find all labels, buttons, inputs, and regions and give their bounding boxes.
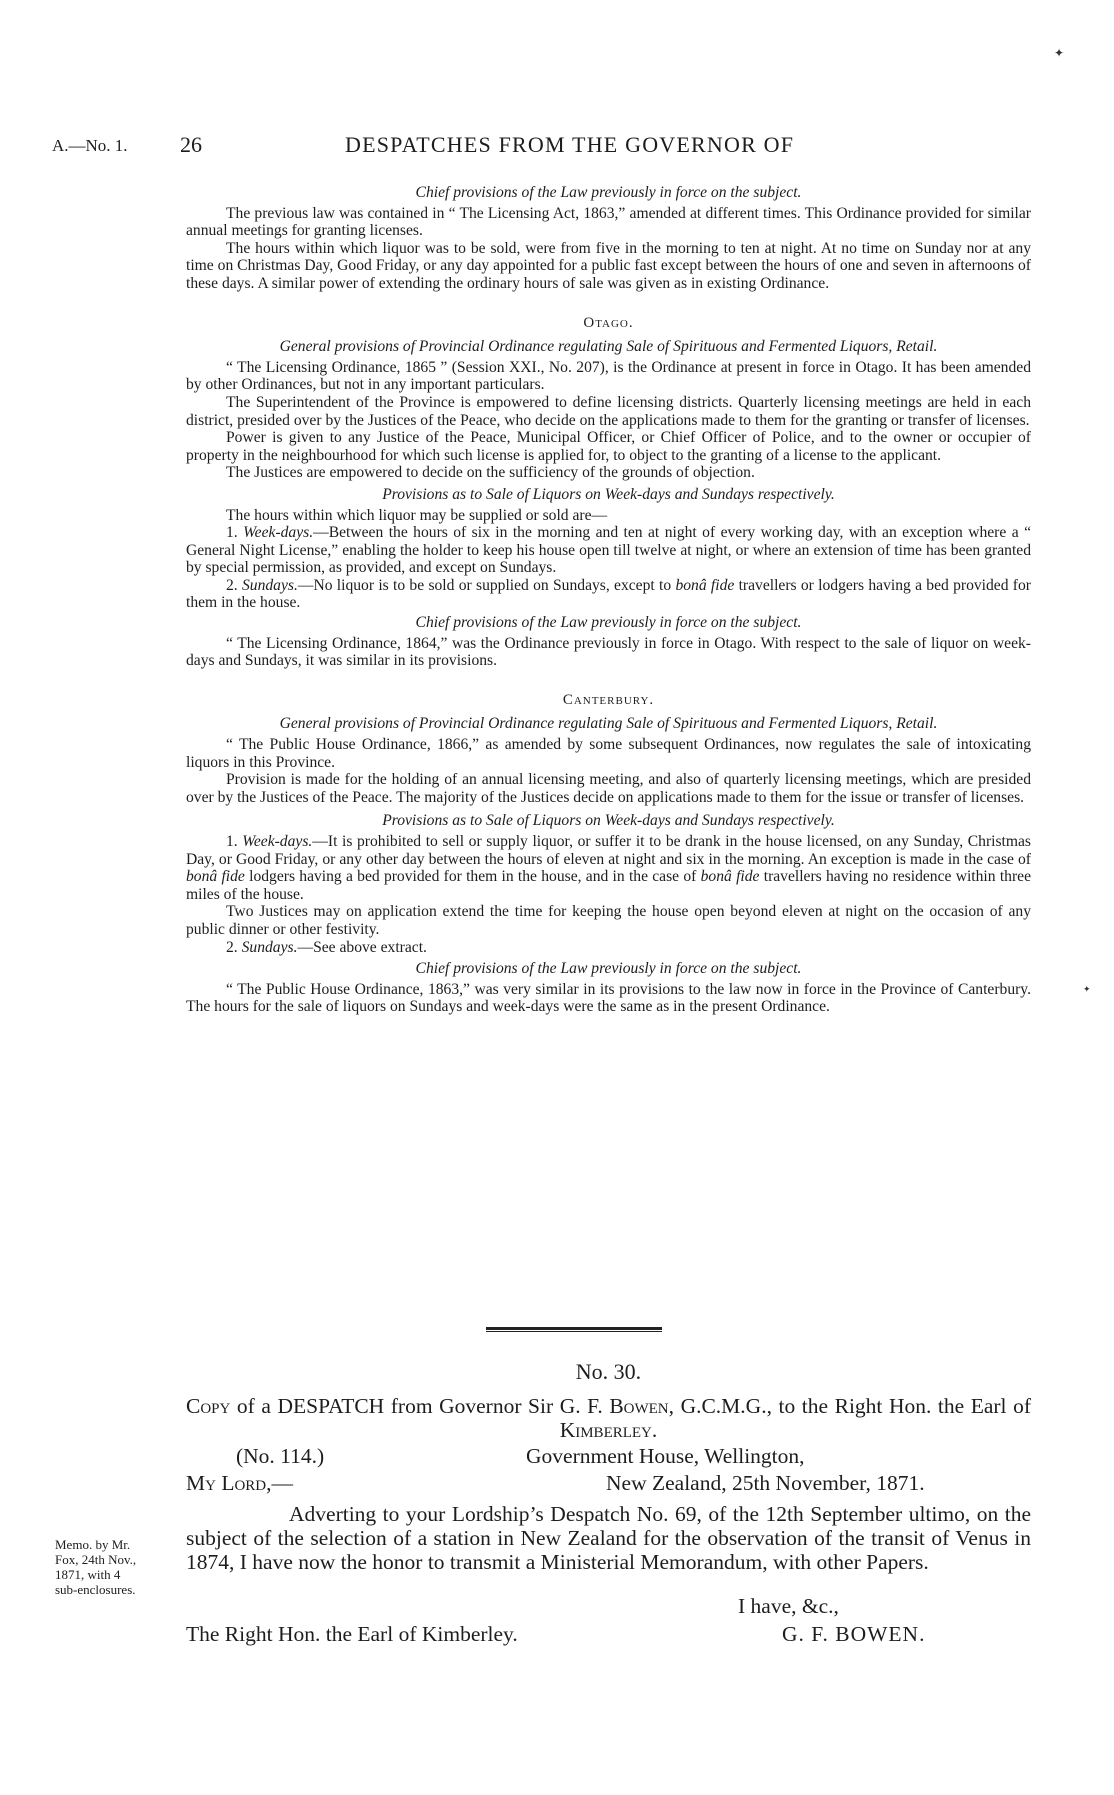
salutation: My Lord,— <box>186 1471 294 1495</box>
item-text: —No liquor is to be sold or supplied on Sundays, except to <box>297 576 676 594</box>
item-text: travellers or lodgers having a bed provided for them in the house. <box>186 576 1031 612</box>
province-heading-otago: Otago. <box>583 314 634 331</box>
province-heading-canterbury: Canterbury. <box>562 691 655 708</box>
main-text-column <box>186 184 1031 1016</box>
page-title: DESPATCHES FROM THE GOVERNOR OF <box>345 132 795 157</box>
paragraph: “ The Licensing Ordinance, 1864,” was the Ordinance previously in force in Otago. With respect to the sale of liquor on week-days and Sundays, it was similar in its provisions. <box>186 634 1031 670</box>
item-text: lodgers having a bed provided for them in the house, and in the case of <box>244 868 701 886</box>
section-heading: Chief provisions of the Law previously in force on the subject. <box>415 614 802 632</box>
addressee: The Right Hon. the Earl of Kimberley. <box>186 1622 518 1646</box>
paragraph: The hours within which liquor may be supplied or sold are— <box>226 506 608 524</box>
paragraph: The hours within which liquor was to be sold, were from five in the morning to ten at night. At no time on Sunday nor at any time on Christmas Day, Good Friday, or any day appointed for a public fast except between the hours of one and seven in afternoons of these days. A similar power of extending the ordinary hours of sale was given as in existing Ordinance. <box>186 239 1031 292</box>
paragraph: “ The Public House Ordinance, 1863,” was very similar in its provisions to the law now in force in the Province of Canterbury. The hours for the sale of liquors on Sundays and week-days were the same as in the present Ordinance. <box>186 980 1031 1016</box>
section-heading: Provisions as to Sale of Liquors on Week-days and Sundays respectively. <box>382 485 835 503</box>
section-heading: Provisions as to Sale of Liquors on Week-days and Sundays respectively. <box>382 812 835 830</box>
item-text: —Between the hours of six in the morning and ten at night of every working day, with an exception where a “ General Night License,” enabling the holder to keep his house open till twelve at night, or where an extension of time has been granted by special permission, as provided, and except on Sundays. <box>186 524 1031 577</box>
section-heading: Chief provisions of the Law previously in force on the subject. <box>415 184 802 201</box>
despatch-title: Copy of a DESPATCH from Governor Sir G. F. Bowen, G.C.M.G., to the Right Hon. the Earl of Kimberley. <box>186 1394 1031 1442</box>
paragraph: “ The Licensing Ordinance, 1865 ” (Session XXI., No. 207), is the Ordinance at present in force in Otago. It has been amended by other Ordinances, but not in any important particulars. <box>186 358 1031 394</box>
item-label: Sundays. <box>241 938 298 956</box>
item-label: Week-days. <box>242 833 313 850</box>
marginal-note: Memo. by Mr. Fox, 24th Nov., 1871, with 4 sub-enclosures. <box>55 1537 137 1597</box>
item-text-italic: bonâ fide <box>186 868 245 886</box>
paragraph: The previous law was contained in “ The Licensing Act, 1863,” amended at different times. This Ordinance provided for similar annual meetings for granting licenses. <box>186 204 1031 240</box>
paper-reference: A.—No. 1. <box>52 136 128 155</box>
address-line-1: Government House, Wellington, <box>526 1444 805 1468</box>
item-label: Week-days. <box>243 524 314 542</box>
paragraph: Two Justices may on application extend the time for keeping the house open beyond eleven at night on the occasion of any public dinner or other festivity. <box>186 903 1031 938</box>
paragraph: The Justices are empowered to decide on the sufficiency of the grounds of objection. <box>226 464 755 482</box>
section-heading: General provisions of Provincial Ordinance regulating Sale of Spirituous and Fermented Liquors, Retail. <box>279 715 938 733</box>
despatch-number: No. 30. <box>575 1359 642 1384</box>
paragraph: Provision is made for the holding of an annual licensing meeting, and also of quarterly licensing meetings, which are presided over by the Justices of the Peace. The majority of the Justices decide on applications made to them for the issue or transfer of licenses. <box>186 771 1031 806</box>
section-divider <box>486 1327 662 1330</box>
paragraph: “ The Public House Ordinance, 1866,” as amended by some subsequent Ordinances, now regulates the sale of intoxicating liquors in this Province. <box>186 736 1031 771</box>
item-text: —It is prohibited to sell or supply liquor, or suffer it to be drank in the house licensed, on any Sunday, Christmas Day, or Good Friday, or any other day between the hours of eleven at night and six in the morning. An exception is made in the case of <box>186 833 1031 868</box>
list-item: 2. Sundays.—No liquor is to be sold or supplied on Sundays, except to bonâ fide travellers or lodgers having a bed provided for them in the house. <box>186 576 1031 612</box>
section-heading: Chief provisions of the Law previously in force on the subject. <box>415 960 802 978</box>
paragraph: The Superintendent of the Province is empowered to define licensing districts. Quarterly licensing meetings are held in each district, presided over by the Justices of the Peace, who decide on the applications made to them for the granting or transfer of licenses. <box>186 393 1031 429</box>
item-label: Sundays. <box>241 576 298 594</box>
closing: I have, &c., <box>738 1594 839 1618</box>
paragraph: Power is given to any Justice of the Peace, Municipal Officer, or Chief Officer of Police, and to the owner or occupier of property in the neighbourhood for which such license is applied for, to object to the granting of a license to the applicant. <box>186 429 1031 464</box>
item-text-italic: bonâ fide <box>675 576 735 594</box>
address-line-2: New Zealand, 25th November, 1871. <box>606 1471 925 1495</box>
section-heading: General provisions of Provincial Ordinance regulating Sale of Spirituous and Fermented Liquors, Retail. <box>279 338 938 356</box>
list-item: 1. Week-days.—It is prohibited to sell or supply liquor, or suffer it to be drank in the house licensed, on any Sunday, Christmas Day, or Good Friday, or any other day between the hours of eleven at night and six in the morning. An exception is made in the case of bonâ fide lodgers having a bed provided for them in the house, and in the case of bonâ fide travellers having no residence within three miles of the house. <box>186 833 1031 903</box>
section-divider <box>486 1331 662 1332</box>
despatch-ref-number: (No. 114.) <box>236 1444 325 1468</box>
item-text-italic: bonâ fide <box>700 868 760 886</box>
list-item: 1. Week-days.—Between the hours of six in the morning and ten at night of every working day, with an exception where a “ General Night License,” enabling the holder to keep his house open till twelve at night, or where an extension of time has been granted by special permission, as provided, and except on Sundays. <box>186 524 1031 577</box>
signature: G. F. BOWEN. <box>782 1622 926 1646</box>
item-text: —See above extract. <box>297 938 427 956</box>
item-text: travellers having no residence within three miles of the house. <box>186 868 1031 903</box>
despatch-body: Adverting to your Lordship’s Despatch No. 69, of the 12th September ultimo, on the subject of the selection of a station in New Zealand for the observation of the transit of Venus in 1874, I have now the honor to transmit a Ministerial Memorandum, with other Papers. <box>186 1502 1031 1574</box>
ink-mark: ✦ <box>1083 984 1091 994</box>
page-number: 26 <box>180 132 202 157</box>
ink-mark: ✦ <box>1054 46 1065 60</box>
list-item: 2. Sundays.—See above extract. <box>226 938 427 956</box>
